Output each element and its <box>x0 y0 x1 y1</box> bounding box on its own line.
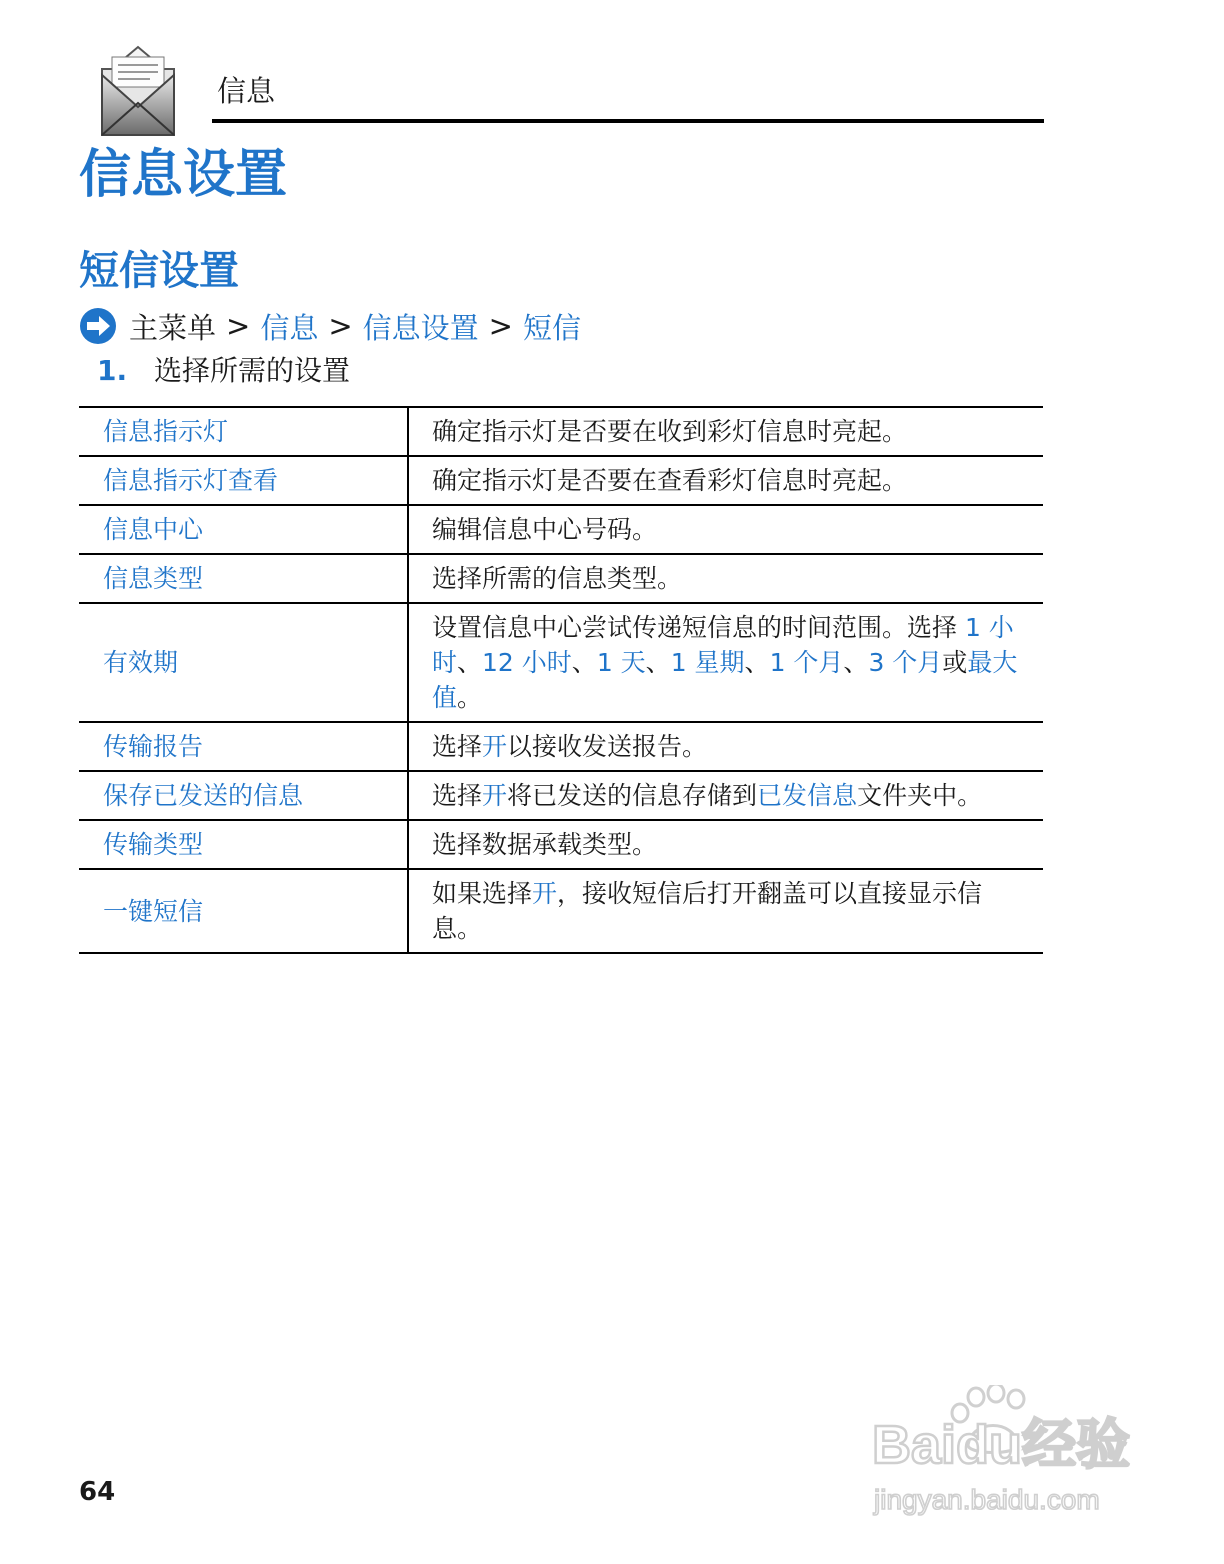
option-highlight: 3 个月 <box>868 648 943 677</box>
description-text: 编辑信息中心号码。 <box>432 515 658 544</box>
step-number: 1. <box>97 354 128 387</box>
breadcrumb-separator: > <box>328 309 353 343</box>
setting-description <box>408 407 1043 456</box>
description-text: 确定指示灯是否要在查看彩灯信息时亮起。 <box>432 466 908 495</box>
envelope-icon <box>100 45 176 137</box>
arrow-right-icon <box>79 307 117 345</box>
description-text: 确定指示灯是否要在收到彩灯信息时亮起。 <box>432 417 908 446</box>
breadcrumb-separator: > <box>226 309 251 343</box>
option-highlight: 开 <box>482 732 508 761</box>
table-row <box>79 407 1043 456</box>
instruction-step <box>97 352 350 390</box>
option-highlight: 1 个月 <box>769 648 844 677</box>
description-text: 、 <box>457 648 483 677</box>
option-highlight: 1 星期 <box>670 648 745 677</box>
setting-description <box>408 505 1043 554</box>
setting-description <box>408 722 1043 771</box>
setting-name: 信息类型 <box>79 554 408 603</box>
setting-description <box>408 554 1043 603</box>
setting-name: 传输报告 <box>79 722 408 771</box>
breadcrumb-item-messages: 信息 <box>260 310 319 345</box>
setting-name: 保存已发送的信息 <box>79 771 408 820</box>
setting-description <box>408 869 1043 953</box>
baidu-jingyan-watermark <box>868 1385 1158 1520</box>
table-row <box>79 820 1043 869</box>
settings-table <box>79 406 1043 954</box>
section-title: 短信设置 <box>79 248 239 294</box>
watermark-url: jingyan.baidu.com <box>874 1484 1100 1515</box>
step-text: 选择所需的设置 <box>154 354 351 387</box>
option-highlight: 开 <box>482 781 508 810</box>
description-text: 选择 <box>432 781 483 810</box>
breadcrumb-separator: > <box>488 309 513 343</box>
description-text: 选择所需的信息类型。 <box>432 564 683 593</box>
breadcrumb-item-sms: 短信 <box>522 310 581 345</box>
description-text: 或 <box>942 648 968 677</box>
setting-name: 信息指示灯查看 <box>79 456 408 505</box>
option-highlight: 1 小时 <box>432 613 1014 677</box>
option-highlight: 12 小时 <box>482 648 572 677</box>
table-row <box>79 603 1043 722</box>
description-text: 将已发送的信息存储到 <box>507 781 758 810</box>
table-row <box>79 505 1043 554</box>
description-text: 、 <box>645 648 671 677</box>
description-text: 选择数据承载类型。 <box>432 830 658 859</box>
option-highlight: 开 <box>532 879 558 908</box>
breadcrumb <box>79 305 581 347</box>
description-text: 、 <box>744 648 770 677</box>
description-text: ，接收短信后打开翻盖可以直接显示信息。 <box>432 879 983 943</box>
setting-description <box>408 603 1043 722</box>
description-text: 、 <box>571 648 597 677</box>
breadcrumb-item-message-settings: 信息设置 <box>362 310 479 345</box>
watermark-brand: Baidu经验 <box>872 1415 1131 1475</box>
setting-name: 一键短信 <box>79 869 408 953</box>
header-divider <box>212 119 1044 123</box>
table-row <box>79 869 1043 953</box>
breadcrumb-item-main-menu: 主菜单 <box>129 310 217 345</box>
page-title: 信息设置 <box>79 145 288 205</box>
setting-name: 传输类型 <box>79 820 408 869</box>
setting-name: 信息中心 <box>79 505 408 554</box>
description-text: 。 <box>457 683 483 712</box>
setting-name: 有效期 <box>79 603 408 722</box>
description-text: 、 <box>843 648 869 677</box>
table-row <box>79 456 1043 505</box>
page-number: 64 <box>79 1477 116 1507</box>
table-row <box>79 722 1043 771</box>
setting-description <box>408 771 1043 820</box>
setting-name: 信息指示灯 <box>79 407 408 456</box>
section-label: 信息 <box>217 74 276 108</box>
table-row <box>79 771 1043 820</box>
option-highlight: 已发信息 <box>757 781 858 810</box>
setting-description <box>408 820 1043 869</box>
description-text: 以接收发送报告。 <box>507 732 708 761</box>
description-text: 选择 <box>432 732 483 761</box>
description-text: 如果选择 <box>432 879 533 908</box>
description-text: 设置信息中心尝试传递短信息的时间范围。选择 <box>432 613 965 642</box>
option-highlight: 最大值 <box>432 648 1018 712</box>
table-row <box>79 554 1043 603</box>
setting-description <box>408 456 1043 505</box>
option-highlight: 1 天 <box>596 648 646 677</box>
description-text: 文件夹中。 <box>857 781 983 810</box>
